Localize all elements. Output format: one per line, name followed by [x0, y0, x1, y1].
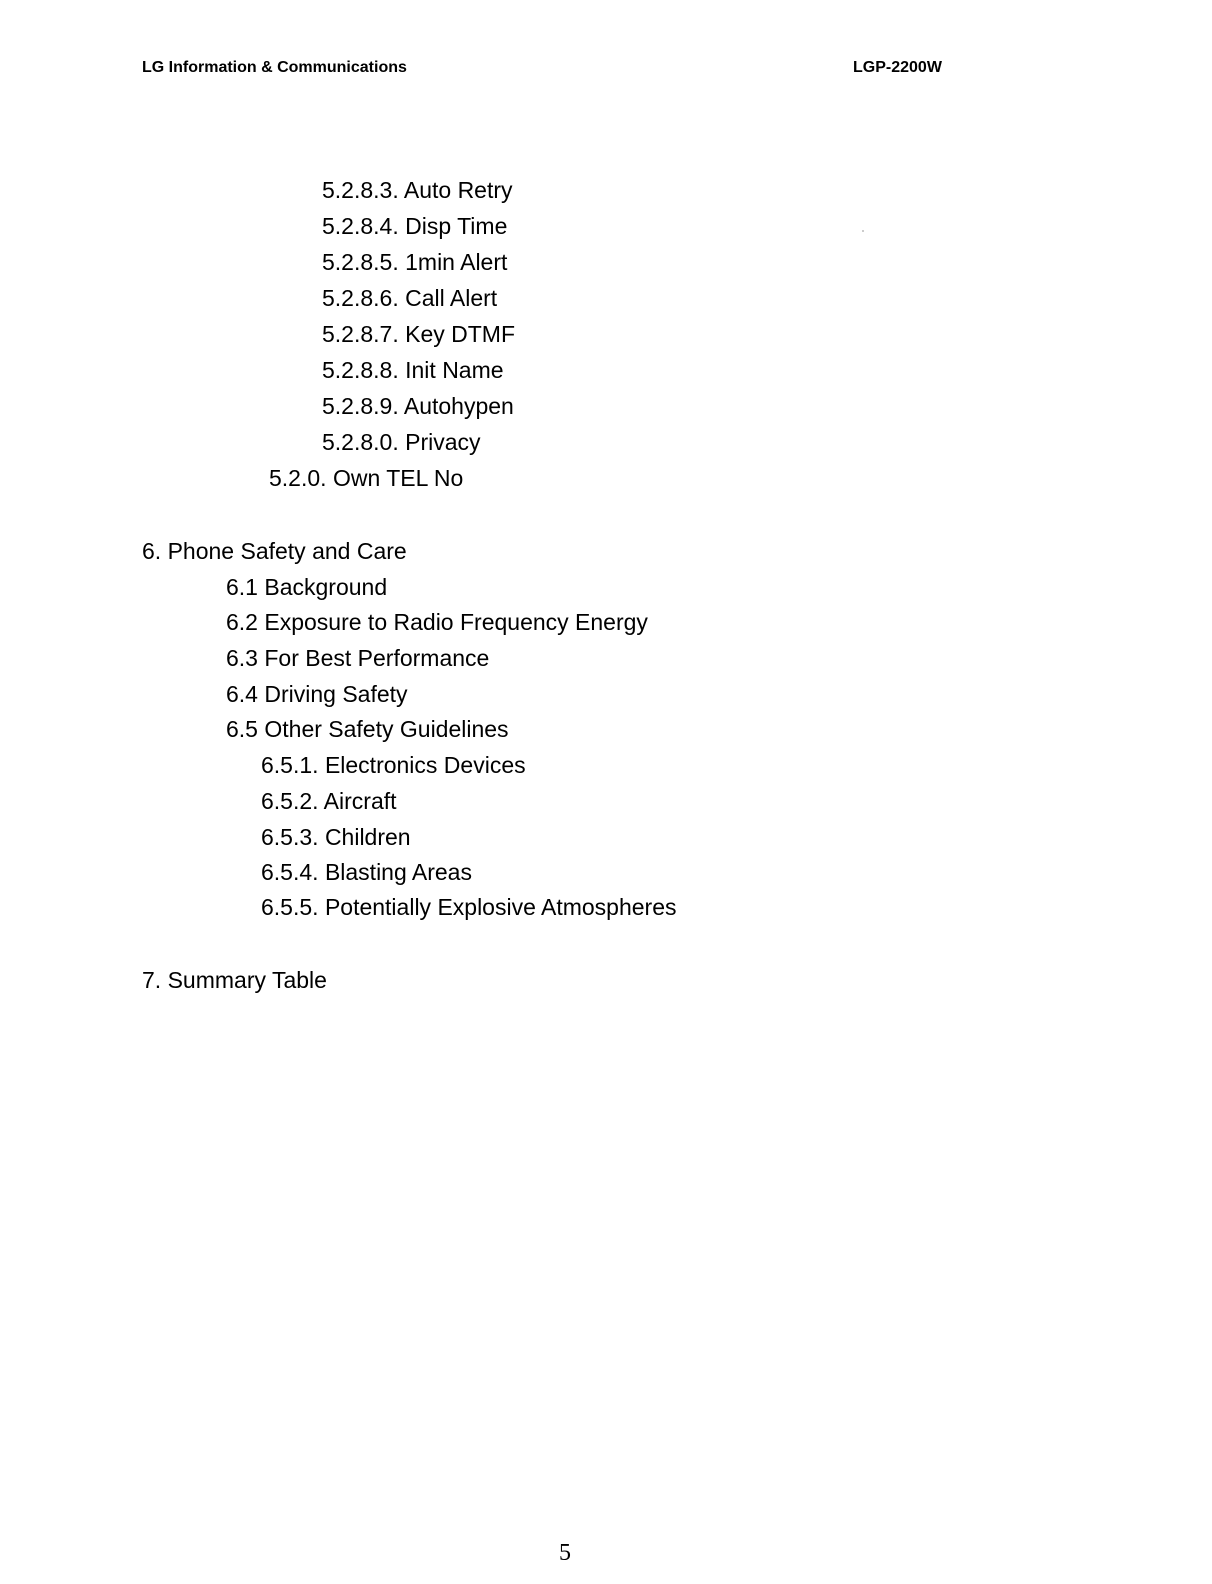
toc-title: Exposure to Radio Frequency Energy — [264, 609, 648, 635]
toc-section — [142, 537, 407, 565]
toc-item — [261, 751, 526, 779]
toc-number: 6.1 — [226, 574, 258, 600]
toc-title: Blasting Areas — [324, 859, 472, 885]
toc-item — [261, 787, 397, 815]
toc-number: 5.2.8.4. — [322, 213, 399, 239]
toc-section — [142, 966, 327, 994]
toc-number: 6.5.3. — [261, 824, 319, 850]
toc-number: 6. — [142, 538, 162, 564]
toc-title: Potentially Explosive Atmospheres — [324, 894, 677, 920]
toc-number: 6.5.1. — [261, 752, 319, 778]
toc-item — [226, 680, 408, 708]
toc-item — [322, 428, 481, 456]
toc-title: Children — [324, 824, 411, 850]
toc-number: 5.2.8.6. — [322, 285, 399, 311]
toc-number: 6.5 — [226, 716, 258, 742]
toc-item — [261, 823, 411, 851]
toc-number: 6.5.5. — [261, 894, 319, 920]
toc-title: For Best Performance — [264, 645, 490, 671]
toc-title: Key DTMF — [405, 321, 516, 347]
toc-number: 5.2.8.5. — [322, 249, 399, 275]
toc-number: 5.2.8.7. — [322, 321, 399, 347]
toc-title: Phone Safety and Care — [167, 538, 407, 564]
toc-title: Background — [264, 574, 388, 600]
toc-number: 6.3 — [226, 645, 258, 671]
toc-number: 6.4 — [226, 681, 258, 707]
toc-title: Own TEL No — [332, 465, 464, 491]
toc-item — [322, 212, 507, 240]
toc-title: Summary Table — [167, 967, 327, 993]
toc-number: 5.2.8.3. — [322, 177, 399, 203]
toc-title: 1min Alert — [405, 249, 508, 275]
header-company: LG Information & Communications — [142, 59, 407, 76]
toc-title: Auto Retry — [403, 177, 513, 203]
toc-title: Autohypen — [403, 393, 514, 419]
toc-title: Driving Safety — [264, 681, 408, 707]
toc-title: Init Name — [405, 357, 504, 383]
scan-speck — [862, 230, 864, 232]
toc-item — [226, 608, 648, 636]
toc-number: 6.5.2. — [261, 788, 319, 814]
toc-title: Disp Time — [405, 213, 508, 239]
toc-number: 6.5.4. — [261, 859, 319, 885]
header-model: LGP-2200W — [853, 59, 942, 76]
toc-item — [322, 392, 514, 420]
toc-title: Privacy — [405, 429, 481, 455]
toc-item — [226, 573, 387, 601]
toc-item — [226, 644, 489, 672]
toc-number: 5.2.0. — [269, 465, 327, 491]
toc-title: Aircraft — [323, 788, 397, 814]
toc-item — [322, 356, 504, 384]
toc-item — [261, 858, 472, 886]
page-number: 5 — [559, 1540, 571, 1566]
toc-item — [322, 284, 497, 312]
toc-item — [261, 893, 677, 921]
toc-title: Other Safety Guidelines — [264, 716, 509, 742]
toc-item — [226, 715, 509, 743]
toc-number: 5.2.8.8. — [322, 357, 399, 383]
toc-number: 5.2.8.9. — [322, 393, 399, 419]
toc-item — [322, 320, 515, 348]
toc-number: 6.2 — [226, 609, 258, 635]
toc-item — [322, 176, 513, 204]
toc-title: Electronics Devices — [324, 752, 526, 778]
toc-item — [322, 248, 507, 276]
toc-item — [269, 464, 463, 492]
toc-number: 7. — [142, 967, 162, 993]
toc-number: 5.2.8.0. — [322, 429, 399, 455]
toc-title: Call Alert — [405, 285, 498, 311]
